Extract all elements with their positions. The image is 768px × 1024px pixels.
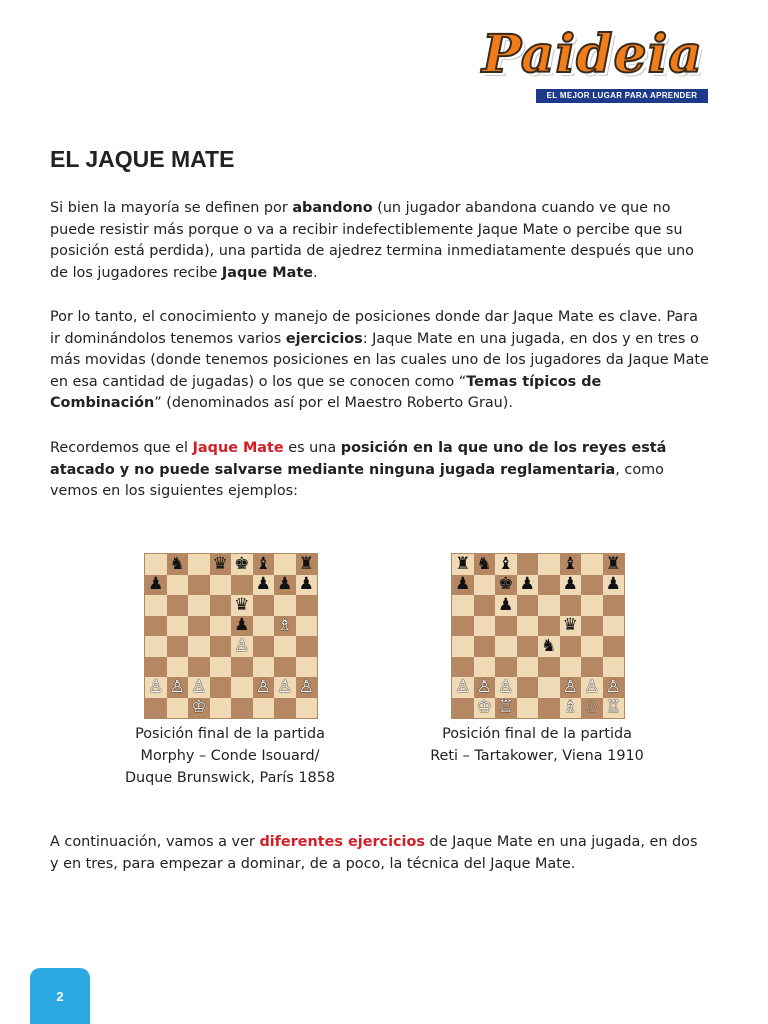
caption-line: Duque Brunswick, París 1858 [124, 770, 336, 786]
board-square [145, 595, 167, 616]
board-square [560, 616, 582, 637]
chess-board-morphy [144, 553, 318, 719]
black-rook-icon: ♜ [605, 553, 621, 574]
black-rook-icon: ♜ [455, 553, 471, 574]
board-square [145, 616, 167, 637]
board-square [474, 575, 496, 596]
black-king-icon: ♚ [498, 574, 514, 595]
board-square [474, 554, 496, 575]
board-square [210, 554, 232, 575]
board-square [538, 575, 560, 596]
board-square [603, 575, 625, 596]
board-square [231, 575, 253, 596]
board-square [560, 657, 582, 678]
board-square [167, 636, 189, 657]
white-bishop-icon: ♗ [562, 697, 578, 718]
black-bishop-icon: ♝ [498, 553, 514, 574]
board-square [581, 554, 603, 575]
board-square [145, 698, 167, 719]
board-square [517, 575, 539, 596]
paragraph-next: A continuación, vamos a ver diferentes ejercicios de Jaque Mate en una jugada, en dos y en tres, para empezar a dominar, de a poco, la técnica del Jaque Mate. [50, 834, 698, 872]
white-pawn-icon: ♙ [277, 676, 293, 697]
board-square [274, 698, 296, 719]
board-square [495, 554, 517, 575]
white-pawn-icon: ♙ [169, 676, 185, 697]
board-square [210, 677, 232, 698]
white-pawn-icon: ♙ [298, 676, 314, 697]
white-bishop-icon: ♗ [277, 615, 293, 636]
board-square [452, 636, 474, 657]
board-square [452, 575, 474, 596]
board-square [274, 595, 296, 616]
board-square [188, 657, 210, 678]
black-rook-icon: ♜ [298, 553, 314, 574]
board-square [167, 595, 189, 616]
board-square [210, 616, 232, 637]
board-square [452, 698, 474, 719]
board-square [296, 554, 318, 575]
board-square [253, 616, 275, 637]
black-pawn-icon: ♟ [234, 615, 250, 636]
board-square [296, 616, 318, 637]
caption-morphy [100, 723, 360, 789]
board-square [253, 575, 275, 596]
white-rook-icon: ♖ [498, 697, 514, 718]
board-square [452, 554, 474, 575]
white-pawn-icon: ♙ [498, 676, 514, 697]
board-square [296, 575, 318, 596]
board-square [495, 657, 517, 678]
board-square [274, 657, 296, 678]
white-king-icon: ♔ [476, 697, 492, 718]
board-square [274, 554, 296, 575]
board-square [495, 677, 517, 698]
black-knight-icon: ♞ [541, 635, 557, 656]
caption-line: Morphy – Conde Isouard/ [140, 748, 320, 764]
black-pawn-icon: ♟ [148, 574, 164, 595]
paragraph-definition: Recordemos que el Jaque Mate es una posición en la que uno de los reyes está atacado y no puede salvarse mediante ninguna jugada reglamentaria, como vemos en los siguientes ejemplos: [50, 440, 667, 499]
board-square [210, 636, 232, 657]
board-square [231, 554, 253, 575]
board-square [538, 657, 560, 678]
board-square [253, 636, 275, 657]
board-square [210, 595, 232, 616]
board-square [231, 616, 253, 637]
board-square [188, 698, 210, 719]
board-square [517, 554, 539, 575]
black-pawn-icon: ♟ [562, 574, 578, 595]
board-square [188, 616, 210, 637]
board-square [231, 698, 253, 719]
board-square [253, 657, 275, 678]
board-square [145, 575, 167, 596]
board-square [560, 554, 582, 575]
board-square [603, 677, 625, 698]
board-square [167, 657, 189, 678]
board-square [167, 616, 189, 637]
paragraph-intro: Si bien la mayoría se definen por abandono (un jugador abandona cuando ve que no puede resistir más porque o va a recibir indefectiblemente Jaque Mate o percibe que su posición está perdida), una partida de ajedrez termina inmediatamente después que uno de los jugadores recibe Jaque Mate. [50, 200, 694, 281]
board-square [474, 616, 496, 637]
board-square [231, 657, 253, 678]
white-pawn-icon: ♙ [476, 676, 492, 697]
black-bishop-icon: ♝ [562, 553, 578, 574]
board-square [452, 595, 474, 616]
black-pawn-icon: ♟ [455, 574, 471, 595]
caption-line: Reti – Tartakower, Viena 1910 [430, 748, 644, 764]
black-pawn-icon: ♟ [255, 574, 271, 595]
board-square [474, 698, 496, 719]
board-square [538, 595, 560, 616]
board-square [603, 595, 625, 616]
board-square [145, 636, 167, 657]
board-square [517, 698, 539, 719]
white-pawn-icon: ♙ [584, 676, 600, 697]
board-square [581, 636, 603, 657]
board-square [296, 698, 318, 719]
board-square [296, 595, 318, 616]
board-square [188, 554, 210, 575]
white-pawn-icon: ♙ [234, 635, 250, 656]
board-square [167, 698, 189, 719]
black-queen-icon: ♛ [562, 615, 578, 636]
black-knight-icon: ♞ [476, 553, 492, 574]
board-square [274, 636, 296, 657]
board-square [581, 595, 603, 616]
board-square [145, 554, 167, 575]
board-square [452, 616, 474, 637]
board-square [167, 677, 189, 698]
board-square [517, 677, 539, 698]
paideia-logo [474, 18, 714, 110]
board-square [538, 698, 560, 719]
board-square [145, 657, 167, 678]
board-square [603, 636, 625, 657]
board-square [474, 677, 496, 698]
board-square [253, 698, 275, 719]
black-pawn-icon: ♟ [277, 574, 293, 595]
board-square [517, 636, 539, 657]
board-square [474, 657, 496, 678]
paragraph-exercises: Por lo tanto, el conocimiento y manejo de posiciones donde dar Jaque Mate es clave. Para ir dominándolos tenemos varios ejercicios: Jaque Mate en una jugada, en dos y en tres o más movidas (donde tenemos posiciones en las cuales uno de los jugadores da Jaque Mate en esa cantidad de jugadas) o los que se conocen como “Temas típicos de Combinación” (denominados así por el Maestro Roberto Grau). [50, 309, 709, 411]
white-knight-icon: ♘ [584, 697, 600, 718]
white-king-icon: ♔ [191, 697, 207, 718]
board-square [581, 698, 603, 719]
board-square [274, 575, 296, 596]
logo-wordmark: Paideia [482, 24, 704, 85]
board-square [538, 616, 560, 637]
board-square [145, 677, 167, 698]
board-square [274, 677, 296, 698]
caption-line: Posición final de la partida [442, 726, 632, 742]
caption-line: Posición final de la partida [135, 726, 325, 742]
board-square [603, 657, 625, 678]
board-square [296, 636, 318, 657]
black-bishop-icon: ♝ [255, 553, 271, 574]
board-square [538, 636, 560, 657]
board-square [452, 677, 474, 698]
board-square [253, 595, 275, 616]
board-square [188, 677, 210, 698]
board-square [296, 657, 318, 678]
board-square [210, 657, 232, 678]
board-square [603, 616, 625, 637]
black-pawn-icon: ♟ [605, 574, 621, 595]
logo-tagline: EL MEJOR LUGAR PARA APRENDER [536, 89, 708, 103]
board-square [167, 554, 189, 575]
board-square [495, 595, 517, 616]
board-square [188, 636, 210, 657]
page-title: EL JAQUE MATE [50, 146, 235, 172]
white-rook-icon: ♖ [605, 697, 621, 718]
board-square [581, 575, 603, 596]
board-square [210, 575, 232, 596]
board-square [495, 698, 517, 719]
board-square [188, 595, 210, 616]
board-square [253, 677, 275, 698]
board-square [296, 677, 318, 698]
board-square [231, 636, 253, 657]
board-square [188, 575, 210, 596]
board-square [210, 698, 232, 719]
page-number-tab: 2 [30, 968, 90, 1024]
board-square [495, 575, 517, 596]
black-pawn-icon: ♟ [519, 574, 535, 595]
white-pawn-icon: ♙ [191, 676, 207, 697]
board-square [167, 575, 189, 596]
black-knight-icon: ♞ [169, 553, 185, 574]
board-square [603, 554, 625, 575]
board-square [560, 636, 582, 657]
board-square [495, 636, 517, 657]
board-square [474, 636, 496, 657]
white-pawn-icon: ♙ [255, 676, 271, 697]
caption-reti [406, 723, 668, 767]
board-square [560, 677, 582, 698]
board-square [517, 595, 539, 616]
board-square [603, 698, 625, 719]
board-square [474, 595, 496, 616]
board-square [517, 657, 539, 678]
board-square [495, 616, 517, 637]
black-pawn-icon: ♟ [298, 574, 314, 595]
board-square [517, 616, 539, 637]
white-pawn-icon: ♙ [605, 676, 621, 697]
black-queen-icon: ♛ [212, 553, 228, 574]
board-square [560, 698, 582, 719]
white-pawn-icon: ♙ [455, 676, 471, 697]
black-pawn-icon: ♟ [498, 594, 514, 615]
board-square [231, 677, 253, 698]
board-square [560, 595, 582, 616]
chess-board-reti [451, 553, 625, 719]
black-queen-icon: ♛ [234, 594, 250, 615]
board-square [538, 554, 560, 575]
board-square [452, 657, 474, 678]
board-square [231, 595, 253, 616]
board-square [581, 616, 603, 637]
black-king-icon: ♚ [234, 553, 250, 574]
board-square [253, 554, 275, 575]
board-square [538, 677, 560, 698]
board-square [581, 677, 603, 698]
white-pawn-icon: ♙ [562, 676, 578, 697]
board-square [560, 575, 582, 596]
white-pawn-icon: ♙ [148, 676, 164, 697]
board-square [274, 616, 296, 637]
board-square [581, 657, 603, 678]
